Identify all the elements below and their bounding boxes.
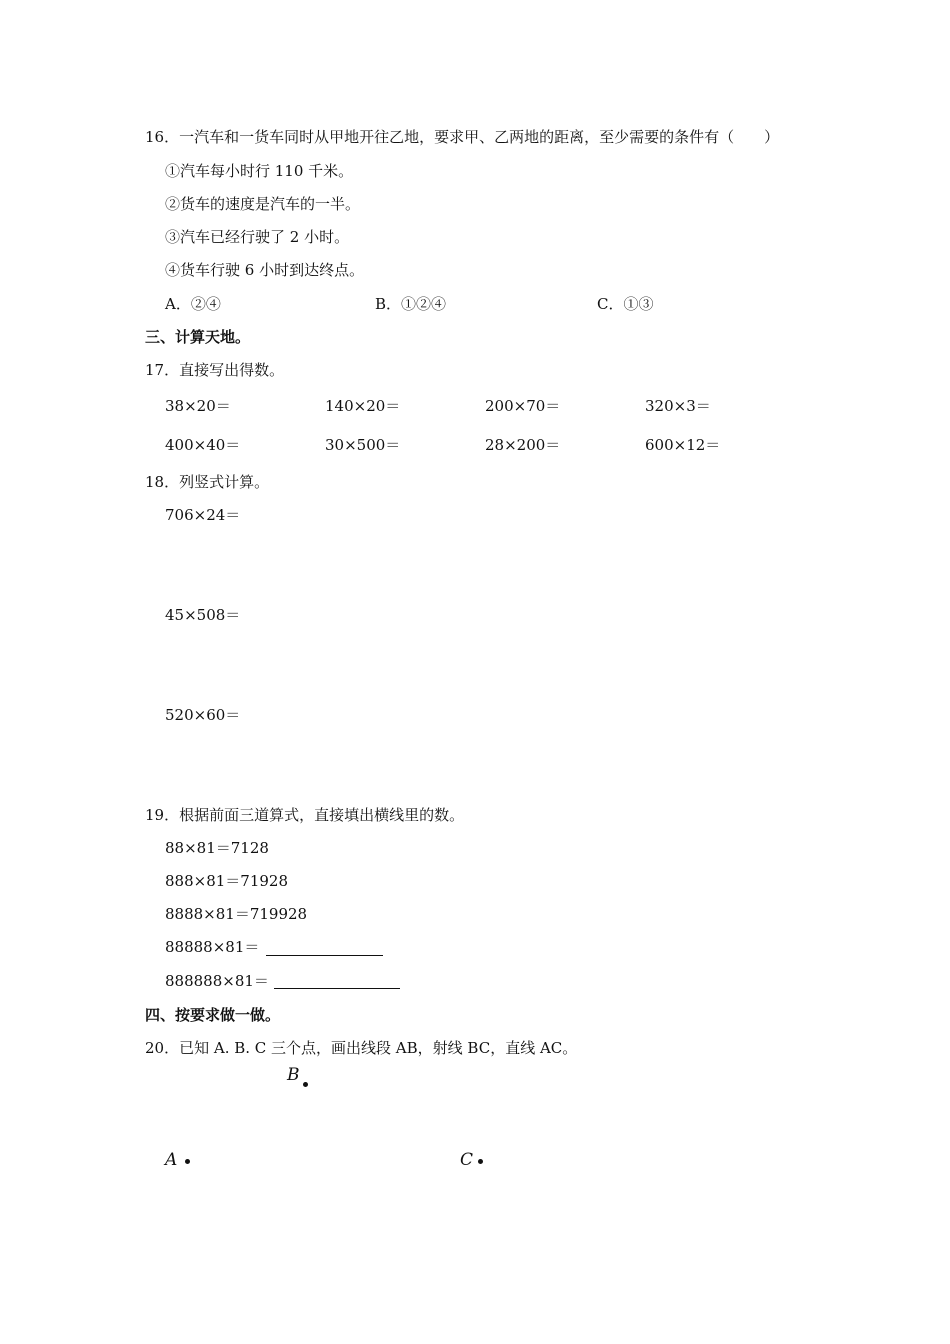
q18-item: 520×60＝ — [165, 706, 241, 724]
q16-condition-2: ②货车的速度是汽车的一半。 — [165, 195, 361, 213]
q17-item: 320×3＝ — [645, 397, 711, 415]
point-c-label: C — [460, 1150, 474, 1170]
section-heading-4: 四、按要求做一做。 — [145, 1006, 281, 1024]
q19-line: 888×81＝71928 — [165, 872, 289, 890]
q16-option-c: C．①③ — [597, 295, 654, 313]
point-a — [185, 1159, 190, 1164]
q20-stem: 20．已知 A. B. C 三个点，画出线段 AB，射线 BC，直线 AC。 — [145, 1039, 578, 1057]
q16-stem: 16．一汽车和一货车同时从甲地开往乙地，要求甲、乙两地的距离，至少需要的条件有（ ） — [145, 128, 780, 146]
point-b — [303, 1082, 308, 1087]
q16-option-b: B．①②④ — [375, 295, 447, 313]
q19-line: 88×81＝7128 — [165, 839, 269, 857]
q18-stem: 18．列竖式计算。 — [145, 473, 270, 491]
q19-line: 88888×81＝ — [165, 938, 260, 956]
q17-item: 38×20＝ — [165, 397, 231, 415]
point-b-label: B — [287, 1065, 300, 1085]
q19-line: 8888×81＝719928 — [165, 905, 308, 923]
answer-blank[interactable] — [274, 988, 400, 989]
q16-condition-3: ③汽车已经行驶了 2 小时。 — [165, 228, 350, 246]
q17-item: 600×12＝ — [645, 436, 721, 454]
answer-blank[interactable] — [266, 955, 383, 956]
point-a-label: A — [165, 1150, 178, 1170]
point-c — [478, 1159, 483, 1164]
q17-item: 200×70＝ — [485, 397, 561, 415]
q18-item: 706×24＝ — [165, 506, 241, 524]
q17-item: 140×20＝ — [325, 397, 401, 415]
q19-stem: 19．根据前面三道算式，直接填出横线里的数。 — [145, 806, 465, 824]
q19-line: 888888×81＝ — [165, 972, 269, 990]
q17-item: 28×200＝ — [485, 436, 561, 454]
section-heading-3: 三、计算天地。 — [145, 328, 251, 346]
q17-stem: 17．直接写出得数。 — [145, 361, 285, 379]
q16-option-a: A．②④ — [165, 295, 221, 313]
q17-item: 30×500＝ — [325, 436, 401, 454]
q18-item: 45×508＝ — [165, 606, 241, 624]
q16-condition-1: ①汽车每小时行 110 千米。 — [165, 162, 354, 180]
q17-item: 400×40＝ — [165, 436, 241, 454]
q16-condition-4: ④货车行驶 6 小时到达终点。 — [165, 261, 365, 279]
